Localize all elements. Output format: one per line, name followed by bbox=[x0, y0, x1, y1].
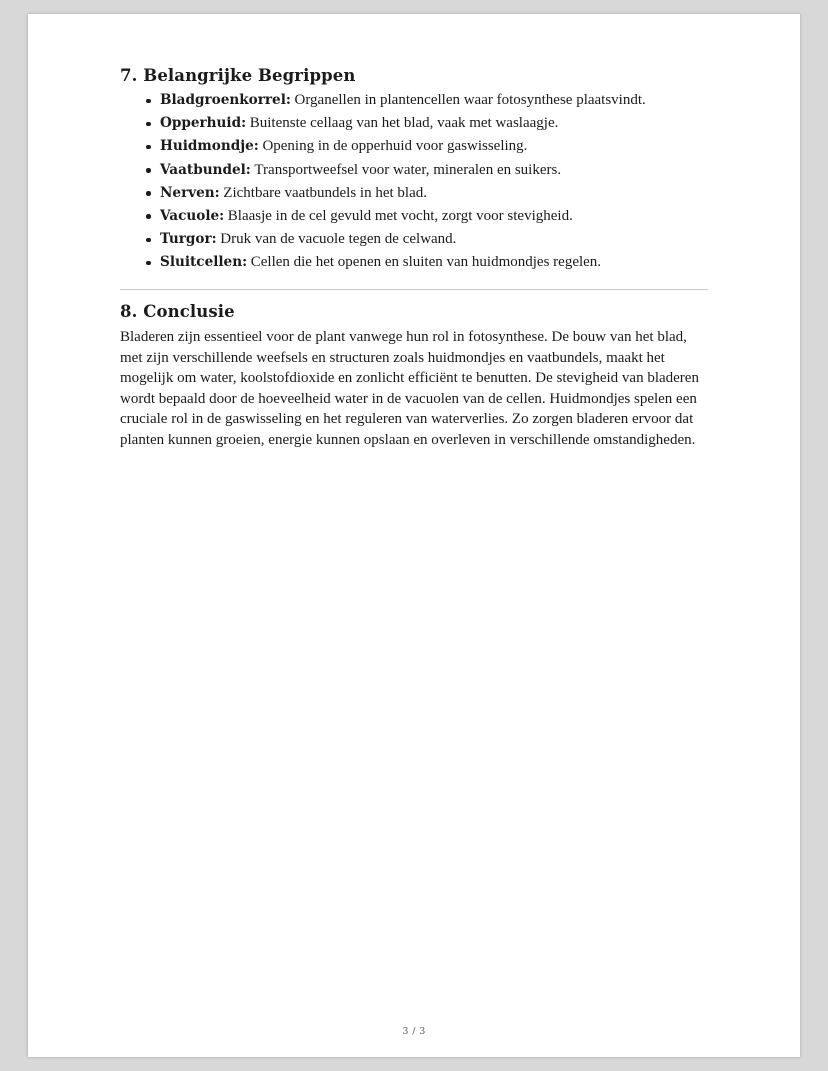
terms-list bbox=[120, 91, 708, 273]
term-definition: Buitenste cellaag van het blad, vaak met waslaagje. bbox=[249, 115, 559, 132]
list-item bbox=[146, 161, 708, 181]
list-item bbox=[146, 184, 708, 204]
list-item bbox=[146, 207, 708, 227]
section-heading-terms: 7. Belangrijke Begrippen bbox=[120, 66, 356, 85]
term-definition: Transportweefsel voor water, mineralen en suikers. bbox=[254, 161, 562, 178]
term-name: Vacuole: bbox=[160, 207, 225, 224]
term-name: Turgor: bbox=[160, 231, 217, 248]
list-item bbox=[146, 114, 708, 134]
term-definition: Organellen in plantencellen waar fotosynthese plaatsvindt. bbox=[294, 92, 646, 108]
list-item bbox=[146, 230, 708, 250]
conclusion-paragraph: Bladeren zijn essentieel voor de plant vanwege hun rol in fotosynthese. De bouw van het blad, met zijn verschillende weefsels en structuren zoals huidmondjes en vaatbundels, maakt het mogelijk om water, koolstofdioxide en zonlicht efficiënt te benutten. De stevigheid van bladeren wordt bepaald door de hoeveelheid water in de vacuolen van de cellen. Huidmondjes spelen een cruciale rol in de gaswisseling en het reguleren van waterverlies. Zo zorgen bladeren ervoor dat planten kunnen groeien, energie kunnen opslaan en overleven in verschillende omstandigheden. bbox=[120, 328, 699, 448]
section-heading-conclusion: 8. Conclusie bbox=[120, 301, 235, 321]
term-definition: Blaasje in de cel gevuld met vocht, zorgt voor stevigheid. bbox=[227, 207, 573, 224]
list-item bbox=[146, 91, 708, 111]
term-name: Vaatbundel: bbox=[160, 161, 251, 178]
term-name: Sluitcellen: bbox=[160, 254, 248, 271]
term-name: Opperhuid: bbox=[160, 115, 247, 132]
page-content bbox=[120, 66, 708, 450]
term-name: Nerven: bbox=[160, 184, 220, 201]
term-definition: Cellen die het openen en sluiten van huidmondjes regelen. bbox=[250, 254, 602, 271]
term-name: Bladgroenkorrel: bbox=[160, 92, 291, 108]
list-item bbox=[146, 253, 708, 273]
section-divider bbox=[120, 289, 708, 290]
document-page bbox=[28, 14, 800, 1057]
term-name: Huidmondje: bbox=[160, 138, 259, 155]
page-number-footer: 3 / 3 bbox=[402, 1026, 426, 1037]
term-definition: Druk van de vacuole tegen de celwand. bbox=[220, 231, 457, 248]
term-definition: Zichtbare vaatbundels in het blad. bbox=[223, 184, 427, 201]
list-item bbox=[146, 137, 708, 157]
term-definition: Opening in de opperhuid voor gaswisseling. bbox=[262, 138, 528, 155]
